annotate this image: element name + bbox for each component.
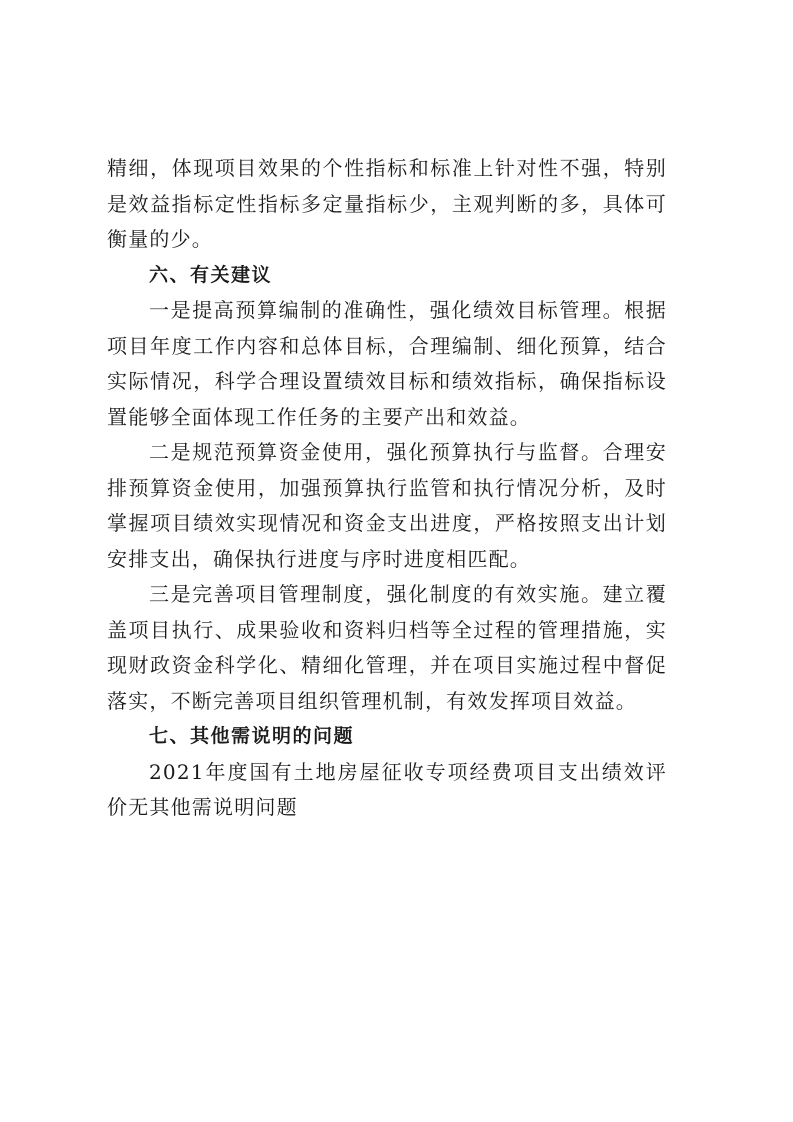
suggestion-paragraph-2: 二是规范预算资金使用，强化预算执行与监督。合理安排预算资金使用，加强预算执行监管和执行情况分析，及时掌握项目绩效实现情况和资金支出进度，严格按照支出计划安排支出，确保执行进度与序时进度相匹配。	[107, 440, 667, 571]
suggestion-paragraph-1: 一是提高预算编制的准确性，强化绩效目标管理。根据项目年度工作内容和总体目标，合理编制、细化预算，结合实际情况，科学合理设置绩效目标和绩效指标，确保指标设置能够全面体现工作任务的主要产出和效益。	[107, 298, 667, 429]
document-body	[107, 151, 667, 826]
section-heading-other-issues: 七、其他需说明的问题	[149, 725, 355, 747]
section-heading-suggestions: 六、有关建议	[149, 263, 273, 286]
other-issues-paragraph: 2021年度国有土地房屋征收专项经费项目支出绩效评价无其他需说明问题	[107, 759, 667, 819]
continued-paragraph: 精细，体现项目效果的个性指标和标准上针对性不强，特别是效益指标定性指标多定量指标少，主观判断的多，具体可衡量的少。	[107, 156, 667, 251]
suggestion-paragraph-3: 三是完善项目管理制度，强化制度的有效实施。建立覆盖项目执行、成果验收和资料归档等全过程的管理措施，实现财政资金科学化、精细化管理，并在项目实施过程中督促落实，不断完善项目组织管理机制，有效发挥项目效益。	[107, 582, 667, 713]
